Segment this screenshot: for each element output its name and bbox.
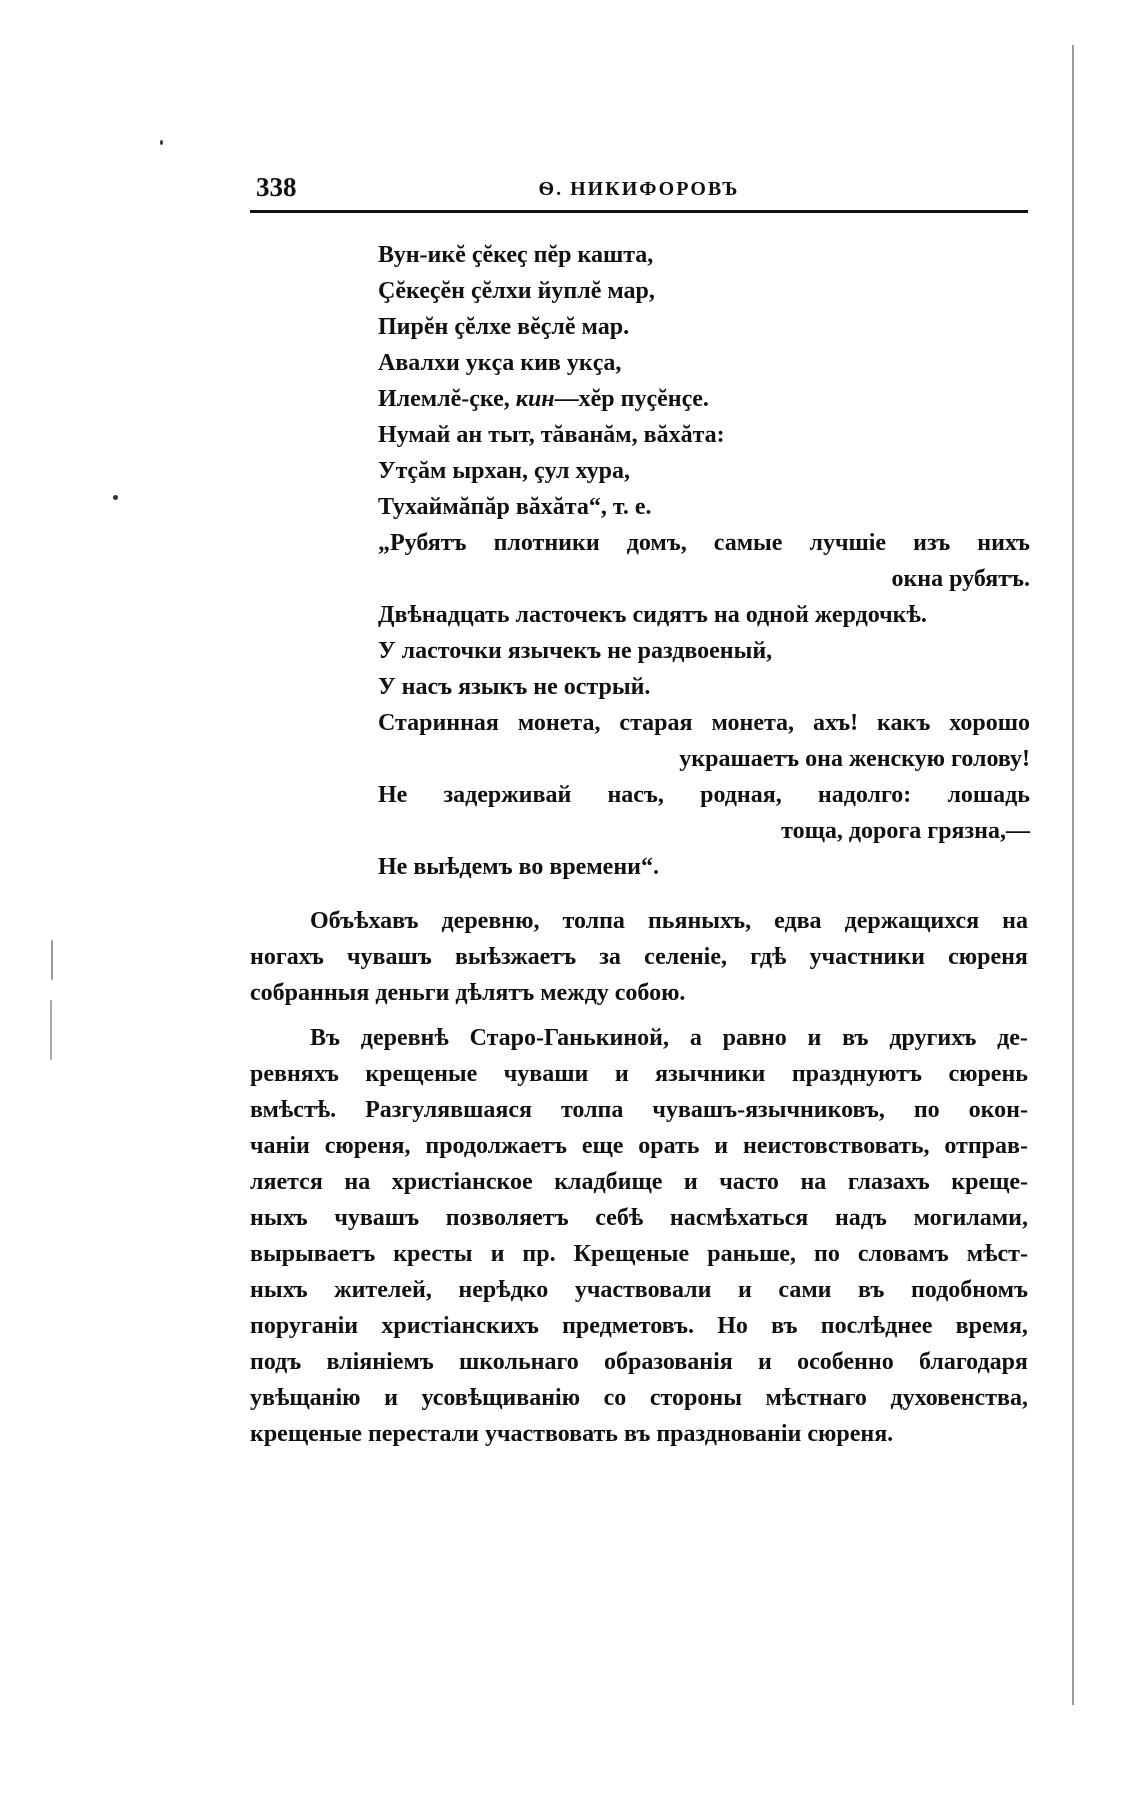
word: плотники xyxy=(493,530,600,556)
word: чувашъ-язычниковъ, xyxy=(652,1097,885,1123)
word: ревняхъ xyxy=(250,1061,339,1087)
word: лошадь xyxy=(947,782,1030,808)
word: де- xyxy=(997,1025,1028,1051)
word: окон- xyxy=(968,1097,1028,1123)
word: на xyxy=(800,1169,827,1195)
page-header xyxy=(250,170,1028,213)
word: изъ xyxy=(913,530,951,556)
poem-line: тоща, дорога грязна,— xyxy=(781,818,1030,844)
poem-line: Пирĕн ҫĕлхе вĕҫлĕ мар. xyxy=(378,314,630,340)
poem-line: Утçăм ырхан, çул хура, xyxy=(378,458,630,484)
word: отправ- xyxy=(944,1133,1028,1159)
poem-line-italic: кин xyxy=(515,386,555,412)
word: Крещеные xyxy=(573,1241,690,1267)
word: креще- xyxy=(951,1169,1028,1195)
word: и xyxy=(714,1133,729,1159)
word: за xyxy=(599,944,621,970)
paragraph-line xyxy=(250,1128,1028,1164)
poem-line: У насъ языкъ не острый. xyxy=(378,674,651,700)
poem-line: Нумай ан тыт, тăванăм, вăхăта: xyxy=(378,422,725,448)
word: вліяніемъ xyxy=(326,1349,434,1375)
word: сами xyxy=(778,1277,832,1303)
word: продолжаетъ xyxy=(425,1133,567,1159)
word: язычники xyxy=(655,1061,766,1087)
word: держащихся xyxy=(844,908,980,934)
word: хорошо xyxy=(949,710,1030,736)
word: въ xyxy=(858,1277,885,1303)
page-number: 338 xyxy=(256,172,297,202)
word: пр. xyxy=(522,1241,556,1267)
word: глазахъ xyxy=(847,1169,930,1195)
scan-edge-line xyxy=(1072,45,1074,1705)
word: надъ xyxy=(834,1205,887,1231)
word: толпа xyxy=(560,1097,624,1123)
word: Не xyxy=(378,782,408,808)
word: надолго: xyxy=(817,782,912,808)
word: поруганіи xyxy=(250,1313,359,1339)
word: задерживай xyxy=(443,782,572,808)
poem-line: Не выѣдемъ во времени“. xyxy=(378,854,659,880)
word: духовенства, xyxy=(890,1385,1028,1411)
word: ляется xyxy=(250,1169,323,1195)
word: нерѣдко xyxy=(458,1277,549,1303)
word: насъ, xyxy=(607,782,664,808)
word: по xyxy=(814,1241,840,1267)
word: орать xyxy=(638,1133,700,1159)
word: ныхъ xyxy=(250,1205,308,1231)
poem-line xyxy=(378,525,1030,561)
word: равно xyxy=(722,1025,787,1051)
word: чувашъ xyxy=(334,1205,420,1231)
word: и xyxy=(757,1349,772,1375)
scan-speck xyxy=(50,1000,52,1060)
word: и xyxy=(384,1385,398,1411)
paragraph-line xyxy=(250,1020,1028,1056)
paragraph-line xyxy=(250,1092,1028,1128)
word: послѣднее xyxy=(820,1313,933,1339)
word: предметовъ. xyxy=(562,1313,694,1339)
paragraph-1 xyxy=(250,903,1028,1011)
paragraph-line xyxy=(250,1236,1028,1272)
word: сюрень xyxy=(948,1061,1028,1087)
paragraph-line: крещеные перестали участвовать въ праздновaніи сюреня. xyxy=(250,1421,894,1447)
word: мѣстнаго xyxy=(765,1385,867,1411)
word: Старинная xyxy=(378,710,499,736)
poem-line: Двѣнадцать ласточекъ сидятъ на одной жердочкѣ. xyxy=(378,602,927,628)
word: едва xyxy=(774,908,822,934)
word: особенно xyxy=(797,1349,894,1375)
word: другихъ xyxy=(889,1025,977,1051)
word: „Рубятъ xyxy=(378,530,467,556)
poem-line: Ҫĕкеҫĕн ҫĕлхи йуплĕ мар, xyxy=(378,278,655,304)
word: ахъ! xyxy=(813,710,859,736)
word: Разгулявшаяся xyxy=(365,1097,532,1123)
poem-line: Вун-икĕ ҫĕкеҫ пĕр кашта, xyxy=(378,242,654,268)
word: участники xyxy=(809,944,925,970)
word: часто xyxy=(719,1169,779,1195)
paragraph-line xyxy=(250,1056,1028,1092)
word: празднуютъ xyxy=(791,1061,922,1087)
poem-line xyxy=(378,777,1030,813)
paragraph-line xyxy=(250,1272,1028,1308)
word: въ xyxy=(771,1313,798,1339)
paragraph-line: собранныя деньги дѣлятъ между собою. xyxy=(250,980,686,1006)
paragraph-line xyxy=(250,939,1028,975)
word: чаніи xyxy=(250,1133,310,1159)
poem-line: Тухаймăпăр вăхăта“, т. е. xyxy=(378,494,652,520)
word: деревнѣ xyxy=(360,1025,449,1051)
poem-line: украшаетъ она женскую голову! xyxy=(679,746,1030,772)
word: мѣст- xyxy=(966,1241,1028,1267)
running-title: Ѳ. НИКИФОРОВЪ xyxy=(538,178,740,200)
poem-line-part: —хĕр пуҫĕнҫе. xyxy=(554,386,709,412)
word: насмѣхаться xyxy=(669,1205,809,1231)
word: селеніе, xyxy=(644,944,727,970)
word: въ xyxy=(842,1025,869,1051)
word: усовѣщиванію xyxy=(421,1385,581,1411)
word: кресты xyxy=(393,1241,473,1267)
poem-block xyxy=(378,237,1030,885)
word: крещеные xyxy=(365,1061,478,1087)
word: сюреня xyxy=(948,944,1028,970)
word: пьяныхъ, xyxy=(647,908,752,934)
word: увѣщанію xyxy=(250,1385,361,1411)
word: позволяетъ xyxy=(445,1205,569,1231)
word: неистовствовать, xyxy=(742,1133,930,1159)
word: монета, xyxy=(517,710,601,736)
word: лучшіе xyxy=(809,530,887,556)
word: гдѣ xyxy=(750,944,787,970)
word: и xyxy=(614,1061,629,1087)
paragraph-line xyxy=(250,903,1028,939)
word: христіанское xyxy=(391,1169,533,1195)
word: участвовали xyxy=(574,1277,712,1303)
word: самые xyxy=(713,530,783,556)
word: на xyxy=(1002,908,1028,934)
poem-line: Авалхи укҫа кив укҫа, xyxy=(378,350,622,376)
word: словамъ xyxy=(857,1241,949,1267)
word: еще xyxy=(581,1133,624,1159)
word: себѣ xyxy=(595,1205,644,1231)
poem-line-part: Илемлĕ-ҫке, xyxy=(378,386,516,412)
word: чувашъ xyxy=(347,944,432,970)
word: по xyxy=(913,1097,940,1123)
scan-speck xyxy=(51,940,53,980)
word: и xyxy=(738,1277,752,1303)
word: монета, xyxy=(711,710,795,736)
word: Но xyxy=(717,1313,748,1339)
word: и xyxy=(683,1169,698,1195)
word: родная, xyxy=(700,782,782,808)
word: ногахъ xyxy=(250,944,324,970)
word: вмѣстѣ. xyxy=(250,1097,337,1123)
word: старая xyxy=(619,710,693,736)
paragraph-line xyxy=(250,1344,1028,1380)
word: со xyxy=(603,1385,627,1411)
word: могилами, xyxy=(913,1205,1028,1231)
word: Старо-Ганькиной, xyxy=(469,1025,670,1051)
poem-line xyxy=(378,705,1030,741)
word: стороны xyxy=(649,1385,742,1411)
word: кладбище xyxy=(554,1169,663,1195)
word: образованія xyxy=(604,1349,733,1375)
paragraph-line xyxy=(250,1164,1028,1200)
poem-line: У ласточки язычекъ не раздвоеный, xyxy=(378,638,773,664)
scan-speck xyxy=(113,495,118,500)
word: домъ, xyxy=(626,530,687,556)
word: Въ xyxy=(310,1025,340,1051)
word: раньше, xyxy=(707,1241,796,1267)
word: а xyxy=(689,1025,702,1051)
word: и xyxy=(807,1025,822,1051)
paragraph-line xyxy=(250,1308,1028,1344)
word: благодаря xyxy=(918,1349,1028,1375)
paragraph-2 xyxy=(250,1020,1028,1452)
word: подобномъ xyxy=(910,1277,1028,1303)
word: Объѣхавъ xyxy=(310,908,419,934)
word: и xyxy=(490,1241,505,1267)
word: подъ xyxy=(250,1349,302,1375)
word: ныхъ xyxy=(250,1277,308,1303)
word: деревню, xyxy=(441,908,540,934)
word: выѣзжаетъ xyxy=(454,944,577,970)
scan-speck xyxy=(160,140,163,145)
paragraph-line xyxy=(250,1200,1028,1236)
word: жителей, xyxy=(334,1277,432,1303)
poem-line xyxy=(378,381,1030,417)
word: сюреня, xyxy=(324,1133,411,1159)
word: на xyxy=(344,1169,371,1195)
word: нихъ xyxy=(977,530,1030,556)
word: школьнаго xyxy=(459,1349,579,1375)
word: какъ xyxy=(877,710,931,736)
word: чуваши xyxy=(503,1061,589,1087)
paragraph-line xyxy=(250,1380,1028,1416)
word: вырываетъ xyxy=(250,1241,376,1267)
poem-line: окна рубятъ. xyxy=(891,566,1030,592)
word: время, xyxy=(955,1313,1028,1339)
word: толпа xyxy=(562,908,625,934)
word: христіанскихъ xyxy=(381,1313,539,1339)
